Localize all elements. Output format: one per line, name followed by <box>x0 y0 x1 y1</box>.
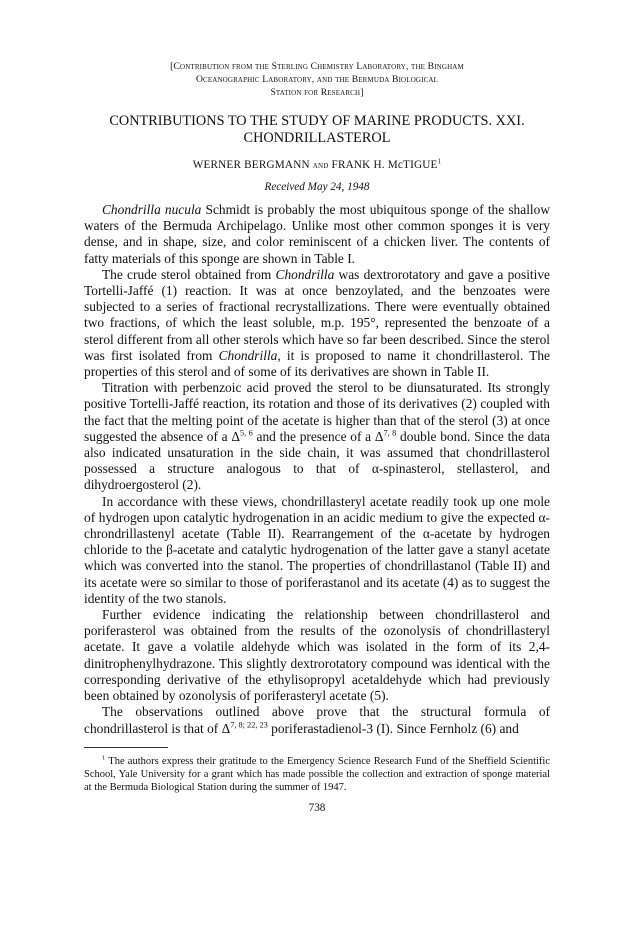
author-conjunction: and <box>312 160 329 171</box>
author-name: WERNER BERGMANN <box>192 159 310 171</box>
author-line <box>84 159 550 171</box>
species-name: Chondrilla, <box>218 347 281 363</box>
footnote <box>84 755 550 794</box>
footnote-marker: 1 <box>437 157 442 166</box>
superscript: 5, 6 <box>239 428 253 438</box>
body-paragraph: In accordance with these views, chondrillasteryl acetate readily took up one mole of hydrogen upon catalytic hydrogenation in an acidic medium to give the expected α-chrondrillastenyl acetate (Table II). Rearrangement of the α-acetate by hydrogen chloride to the β-acetate and catalytic hydrogenation of the latter gave a stanyl acetate which was converted into the stanol. The properties of chondrillastanol (Table II) and its acetate were so similar to those of poriferastanol and its acetate (4) as to suggest the identity of the two stanols. <box>84 493 550 606</box>
page-number: 738 <box>308 801 326 814</box>
received-date: Received May 24, 1948 <box>264 181 370 193</box>
body-paragraph <box>84 267 550 380</box>
affiliation-line: [Contribution from the Sterling Chemistry Laboratory, the Bingham <box>170 61 464 72</box>
paragraph-text: and the presence of a Δ <box>252 428 384 444</box>
paragraph-text: it is proposed to name it chondrillasterol. The properties of this sterol and of some of its derivatives are shown in Table II. <box>84 347 550 380</box>
species-name: Chondrilla <box>275 266 335 282</box>
affiliation-line: Station for Research] <box>270 87 364 98</box>
title-line: CONTRIBUTIONS TO THE STUDY OF MARINE PRODUCTS. XXI. <box>109 113 525 129</box>
paragraph-text: was dextrorotatory and gave a positive Tortelli-Jaffé (1) reaction. It was at once benzoylated, and the benzoates were subjected to a series of fractional recrystallizations. There were eventually obtained two fractions, of which the least soluble, m.p. 195°, represented the benzoate of a sterol different from all other sterols which have so far been described. Since the sterol was first isolated from <box>84 266 550 363</box>
paragraph-text: Schmidt is probably the most ubiquitous sponge of the shallow waters of the Bermuda Archipelago. Unlike most other common sponges it is very dense, and in shape, size, and color reminiscent of a chicken liver. The contents of fatty materials of this sponge are shown in Table I. <box>84 202 550 266</box>
author-name: FRANK H. McTIGUE <box>331 159 438 171</box>
superscript: 7, 8; 22, 23 <box>230 720 268 730</box>
body-paragraph: Further evidence indicating the relationship between chondrillasterol and poriferasterol was obtained from the results of the ozonolysis of chondrillasteryl acetate. It gave a volatile aldehyde which was isolated in the form of its 2,4-dinitrophenylhydrazone. This slightly dextrorotatory compound was identical with the corresponding derivative of the ethylisopropyl acetaldehyde which had previously been obtained by ozonolysis of poriferasteryl acetate (5). <box>84 607 550 704</box>
affiliation-header <box>84 60 550 99</box>
paragraph-text: double bond. Since the data also indicated unsaturation in the side chain, it was assumed that chondrillasterol possessed a structure analogous to that of α-spinasterol, stellasterol, and dihydroergosterol (2). <box>84 428 550 493</box>
footnote-text: The authors express their gratitude to the Emergency Science Research Fund of the Sheffield Scientific School, Yale University for a grant which has made possible the collection and extraction of sponge material at the Bermuda Biological Station during the summer of 1947. <box>84 755 550 793</box>
article-body <box>84 202 550 737</box>
body-paragraph <box>84 380 550 493</box>
superscript: 7, 8 <box>383 428 397 438</box>
body-paragraph <box>84 704 550 736</box>
journal-page <box>84 60 550 920</box>
paragraph-text: Titration with perbenzoic acid proved the sterol to be diunsaturated. Its strongly positive Tortelli-Jaffé reaction, its rotation and those of its derivatives (2) coupled with the fact that the melting point of the acetate is higher than that of the sterol (3) at once suggested the absence of a Δ <box>84 380 550 444</box>
body-paragraph <box>84 202 550 267</box>
paragraph-text: The observations outlined above prove that the structural formula of chondrillasterol is that of Δ <box>84 704 550 736</box>
footnote-marker: 1 <box>102 754 106 762</box>
affiliation-line: Oceanographic Laboratory, and the Bermuda Biological <box>195 74 439 85</box>
title-line: CHONDRILLASTEROL <box>243 130 391 146</box>
species-name: Chondrilla nucula <box>102 202 202 217</box>
paragraph-text: The crude sterol obtained from <box>102 266 276 282</box>
paragraph-text: poriferastadienol-3 (I). Since Fernholz (6) and <box>267 720 519 736</box>
article-title <box>84 113 550 147</box>
footnote-divider <box>84 747 168 748</box>
